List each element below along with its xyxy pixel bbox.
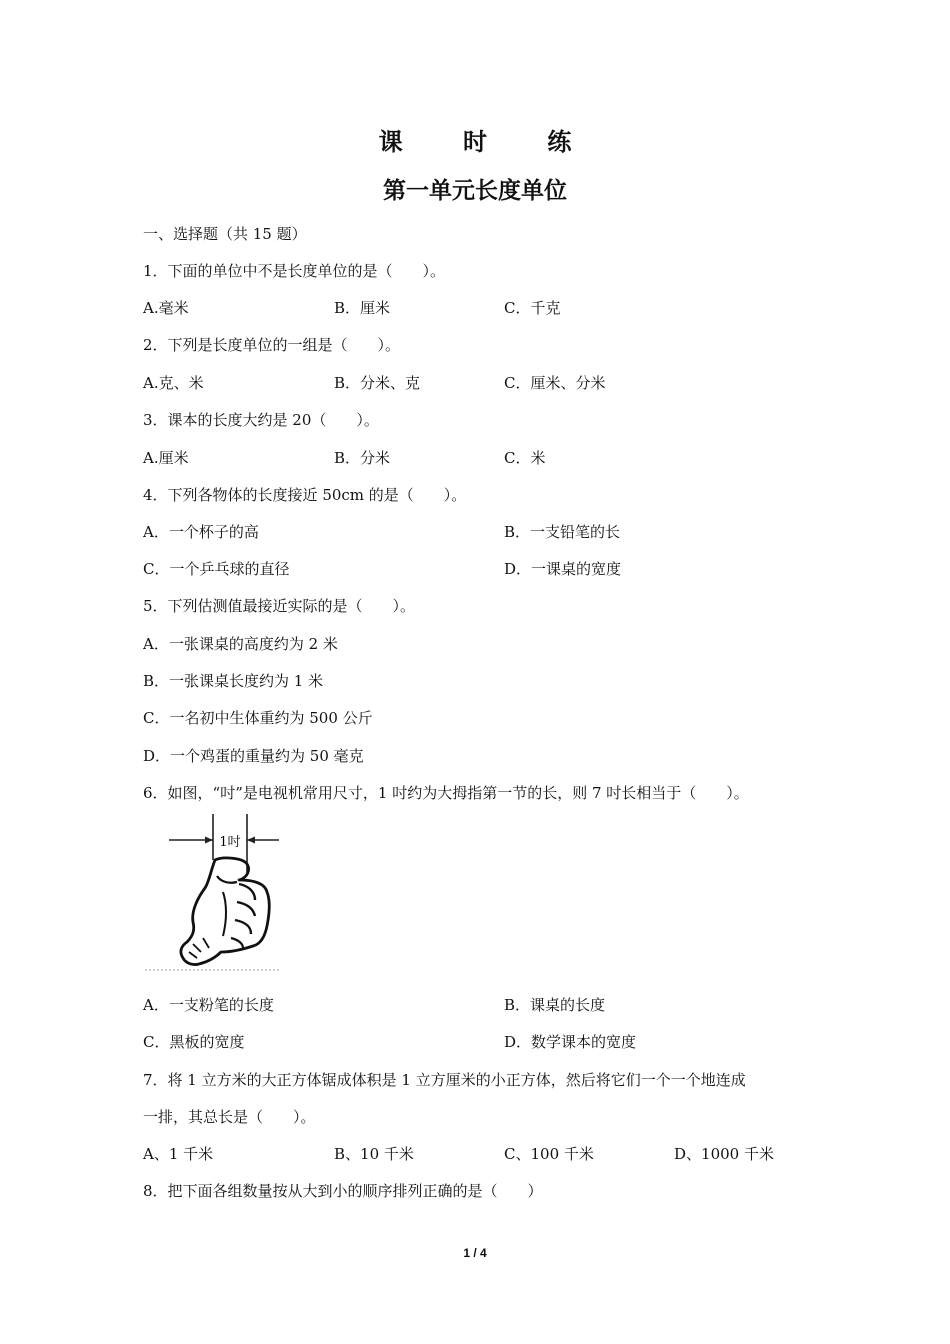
question-stem: 6．如图，“吋”是电视机常用尺寸，1 吋约为大拇指第一节的长，则 7 吋长相当于（ ）。: [143, 784, 749, 802]
option: A.厘米: [143, 449, 189, 467]
page-title: 课 时 练: [378, 128, 598, 156]
option: C．黑板的宽度: [143, 1033, 245, 1051]
option: D、1000 千米: [674, 1145, 774, 1163]
option: C．一名初中生体重约为 500 公斤: [143, 709, 373, 727]
question-stem: 8．把下面各组数量按从大到小的顺序排列正确的是（ ）: [143, 1182, 543, 1200]
option: D．一课桌的宽度: [504, 560, 622, 578]
figure-label: 1吋: [219, 835, 241, 850]
question-stem: 7．将 1 立方米的大正方体锯成体积是 1 立方厘米的小正方体，然后将它们一个一个地连成: [143, 1071, 746, 1089]
option: B．一支铅笔的长: [504, 523, 621, 541]
option: C、100 千米: [504, 1145, 594, 1163]
section-heading: 一、选择题（共 15 题）: [143, 225, 307, 243]
question-stem: 5．下列估测值最接近实际的是（ ）。: [143, 597, 416, 615]
thumb-figure: [143, 812, 283, 972]
question-stem: 1．下面的单位中不是长度单位的是（ ）。: [143, 262, 446, 280]
option: A.克、米: [143, 374, 204, 392]
option: D．一个鸡蛋的重量约为 50 毫克: [143, 747, 364, 765]
option: C．厘米、分米: [504, 374, 606, 392]
option: B．分米: [334, 449, 391, 467]
option: C．一个乒乓球的直径: [143, 560, 290, 578]
option: A、1 千米: [143, 1145, 214, 1163]
option: D．数学课本的宽度: [504, 1033, 637, 1051]
option: B．一张课桌长度约为 1 米: [143, 672, 324, 690]
page-number: 1 / 4: [463, 1246, 487, 1260]
question-stem: 3．课本的长度大约是 20（ ）。: [143, 411, 379, 429]
question-stem: 2．下列是长度单位的一组是（ ）。: [143, 336, 401, 354]
option: B、10 千米: [334, 1145, 414, 1163]
option: B．厘米: [334, 299, 391, 317]
option: B．分米、克: [334, 374, 421, 392]
question-stem-continued: 一排，其总长是（ ）。: [143, 1108, 316, 1126]
question-stem: 4．下列各物体的长度接近 50cm 的是（ ）。: [143, 486, 467, 504]
option: C．米: [504, 449, 546, 467]
option: C．千克: [504, 299, 561, 317]
option: A．一支粉笔的长度: [143, 996, 274, 1014]
option: A．一个杯子的高: [143, 523, 259, 541]
unit-title: 第一单元长度单位: [383, 178, 567, 204]
option: B．课桌的长度: [504, 996, 606, 1014]
option: A.毫米: [143, 299, 189, 317]
option: A．一张课桌的高度约为 2 米: [143, 635, 338, 653]
